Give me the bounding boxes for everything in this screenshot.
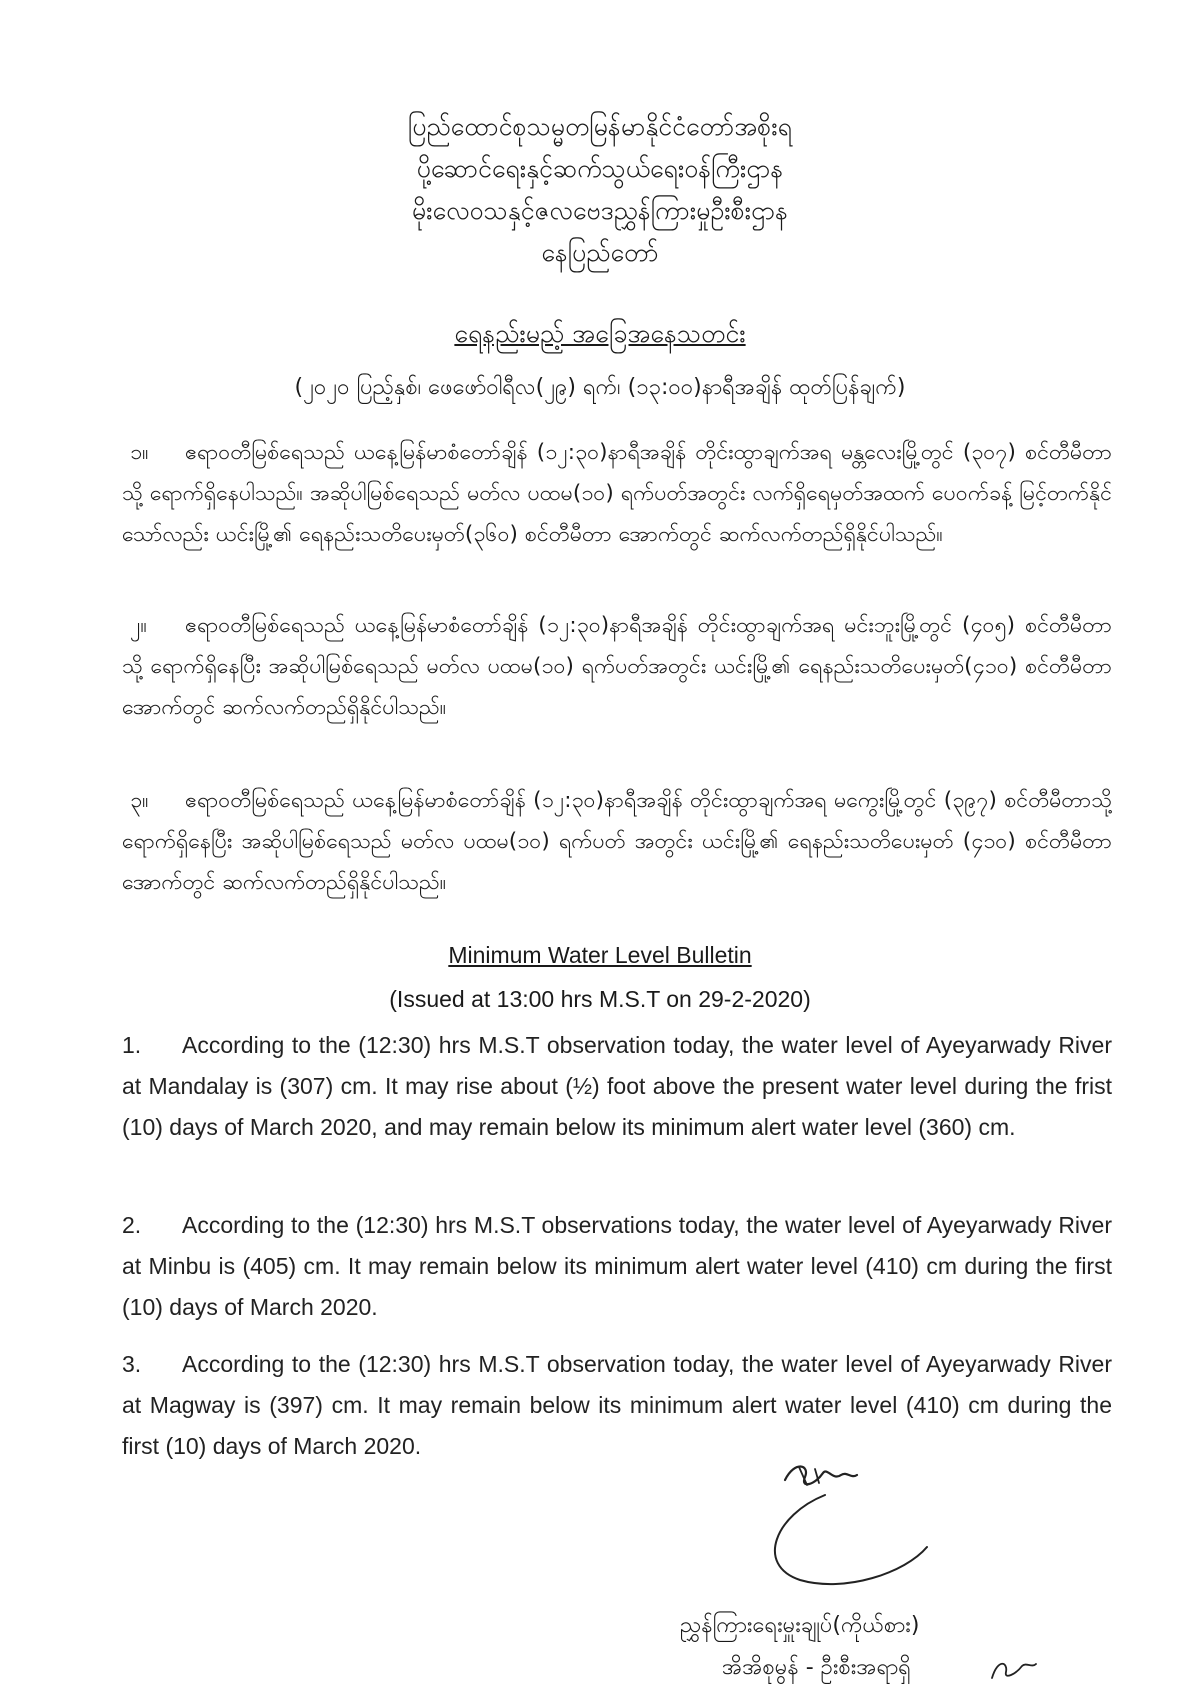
- english-bulletin-title: Minimum Water Level Bulletin: [448, 942, 752, 968]
- handwritten-initials: [988, 1648, 1038, 1688]
- paragraph-number: 2.: [122, 1212, 142, 1238]
- myanmar-issued-line: (၂၀၂၀ ပြည့်နှစ်၊ ဖေဖော်ဝါရီလ(၂၉) ရက်၊ (၁၃:၀၀)နာရီအချိန် ထုတ်ပြန်ချက်): [294, 375, 906, 400]
- english-paragraph-1: [122, 1025, 1112, 1148]
- myanmar-paragraph-1: [122, 432, 1112, 555]
- header-government: ပြည်ထောင်စုသမ္မတမြန်မာနိုင်ငံတော်အစိုးရ: [408, 112, 792, 141]
- paragraph-text: ဧရာဝတီမြစ်ရေသည် ယနေ့မြန်မာစံတော်ချိန် (၁၂:၃၀)နာရီအချိန် တိုင်းထွာချက်အရ မင်းဘူးမြို့တွင် (၄၀၅) စင်တီမီတာသို့ ရောက်ရှိနေပြီး အဆိုပါမြစ်ရေသည် မတ်လ ပထမ(၁၀) ရက်ပတ်အတွင်း ယင်းမြို့၏ ရေနည်းသတိပေးမှတ်(၄၁၀) စင်တီမီတာအောက်တွင် ဆက်လက်တည်ရှိနိုင်ပါသည်။: [122, 613, 1112, 720]
- paragraph-number: ၁။: [130, 440, 149, 465]
- english-paragraph-2: [122, 1205, 1112, 1328]
- signatory-name: အိအိစုမွန် - ဦးစီးအရာရှိ: [722, 1655, 911, 1680]
- paragraph-number: ၃။: [130, 788, 149, 813]
- header-location: နေပြည်တော်: [541, 238, 659, 267]
- paragraph-text: ဧရာဝတီမြစ်ရေသည် ယနေ့မြန်မာစံတော်ချိန် (၁၂:၃၀)နာရီအချိန် တိုင်းထွာချက်အရ မန္တလေးမြို့တွင် (၃၀၇) စင်တီမီတာသို့ ရောက်ရှိနေပါသည်။ အဆိုပါမြစ်ရေသည် မတ်လ ပထမ(၁၀) ရက်ပတ်အတွင်း လက်ရှိရေမှတ်အထက် ပေဝက်ခန့် မြင့်တက်နိုင်သော်လည်း ယင်းမြို့၏ ရေနည်းသတိပေးမှတ်(၃၆၀) စင်တီမီတာ အောက်တွင် ဆက်လက်တည်ရှိနိုင်ပါသည်။: [122, 440, 1112, 547]
- paragraph-text: According to the (12:30) hrs M.S.T observations today, the water level of Ayeyarwady River at Minbu is (405) cm. It may remain below its minimum alert water level (410) cm during the first (10) days of March 2020.: [122, 1212, 1112, 1320]
- myanmar-paragraph-3: [122, 780, 1112, 903]
- english-paragraph-3: [122, 1344, 1112, 1467]
- myanmar-paragraph-2: [122, 605, 1112, 728]
- paragraph-number: ၂။: [130, 613, 148, 638]
- myanmar-bulletin-title: ရေနည်းမည့် အခြေအနေသတင်း: [454, 319, 746, 348]
- header-department: မိုးလေဝသနှင့်ဇလဗေဒညွှန်ကြားမှုဦးစီးဌာန: [411, 196, 789, 225]
- handwritten-signature: [755, 1455, 935, 1600]
- paragraph-text: According to the (12:30) hrs M.S.T observation today, the water level of Ayeyarwady River at Magway is (397) cm. It may remain below its minimum alert water level (410) cm during the first (10) days of March 2020.: [122, 1351, 1112, 1459]
- paragraph-number: 3.: [122, 1351, 142, 1377]
- signatory-title: ညွှန်ကြားရေးမှူးချုပ်(ကိုယ်စား): [680, 1613, 920, 1638]
- header-ministry: ပို့ဆောင်ရေးနှင့်ဆက်သွယ်ရေးဝန်ကြီးဌာန: [416, 154, 784, 183]
- paragraph-text: ဧရာဝတီမြစ်ရေသည် ယနေ့မြန်မာစံတော်ချိန် (၁၂:၃၀)နာရီအချိန် တိုင်းထွာချက်အရ မကွေးမြို့တွင် (၃၉၇) စင်တီမီတာသို့ ရောက်ရှိနေပြီး အဆိုပါမြစ်ရေသည် မတ်လ ပထမ(၁၀) ရက်ပတ် အတွင်း ယင်းမြို့၏ ရေနည်းသတိပေးမှတ် (၄၁၀) စင်တီမီတာအောက်တွင် ဆက်လက်တည်ရှိနိုင်ပါသည်။: [122, 788, 1112, 895]
- paragraph-text: According to the (12:30) hrs M.S.T observation today, the water level of Ayeyarwady River at Mandalay is (307) cm. It may rise about (½) foot above the present water level during the frist (10) days of March 2020, and may remain below its minimum alert water level (360) cm.: [122, 1032, 1112, 1140]
- english-issued-line: (Issued at 13:00 hrs M.S.T on 29-2-2020): [389, 986, 811, 1012]
- myanmar-header: [0, 106, 1200, 274]
- paragraph-number: 1.: [122, 1032, 142, 1058]
